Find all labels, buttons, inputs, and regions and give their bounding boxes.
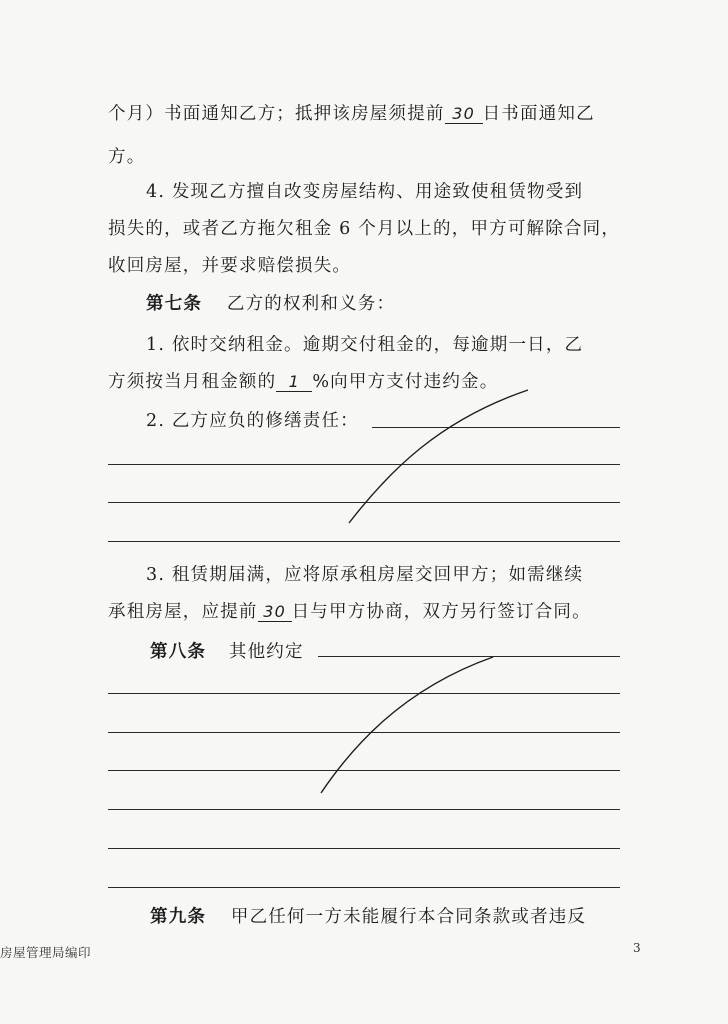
clause-text: 个月）书面通知乙方；抵押该房屋须提前 <box>108 104 445 124</box>
clause-7-1-line-1: 1. 依时交纳租金。逾期交付租金的，每逾期一日，乙 <box>146 335 584 355</box>
clause-4-line-2: 损失的，或者乙方拖欠租金 6 个月以上的，甲方可解除合同， <box>108 219 621 239</box>
article-9-title: 第九条 <box>150 907 207 927</box>
text-line-2: 方。 <box>108 147 146 167</box>
strike-line-article-8 <box>321 657 493 793</box>
filled-blank-renewal-days[interactable]: 30 <box>258 603 292 622</box>
clause-text: %向甲方支付违约金。 <box>312 372 499 392</box>
page-number: 3 <box>633 941 641 955</box>
clause-text: 承租房屋，应提前 <box>108 602 258 622</box>
clause-text: 方须按当月租金额的 <box>108 372 277 392</box>
article-8-text: 其他约定 <box>228 642 304 662</box>
article-7-text: 乙方的权利和义务： <box>226 294 396 314</box>
clause-4-line-3: 收回房屋，并要求赔偿损失。 <box>108 256 352 276</box>
article-8-title: 第八条 <box>150 642 207 662</box>
article-9-text: 甲乙任何一方未能履行本合同条款或者违反 <box>230 907 587 927</box>
article-7-title: 第七条 <box>146 294 203 314</box>
clause-4-line-1: 4. 发现乙方擅自改变房屋结构、用途致使租赁物受到 <box>146 182 584 202</box>
clause-text: 日书面通知乙 <box>482 104 595 124</box>
filled-blank-penalty-percent[interactable]: 1 <box>276 373 312 392</box>
clause-text: 日与甲方协商，双方另行签订合同。 <box>291 602 591 622</box>
publisher-footer: 房屋管理局编印 <box>0 945 92 960</box>
strike-line-article-7 <box>349 390 528 523</box>
filled-blank-notice-days[interactable]: 30 <box>445 105 483 124</box>
clause-7-3-line-1: 3. 租赁期届满，应将原承租房屋交回甲方；如需继续 <box>146 565 584 585</box>
clause-7-2-heading: 2. 乙方应负的修缮责任： <box>146 411 359 431</box>
